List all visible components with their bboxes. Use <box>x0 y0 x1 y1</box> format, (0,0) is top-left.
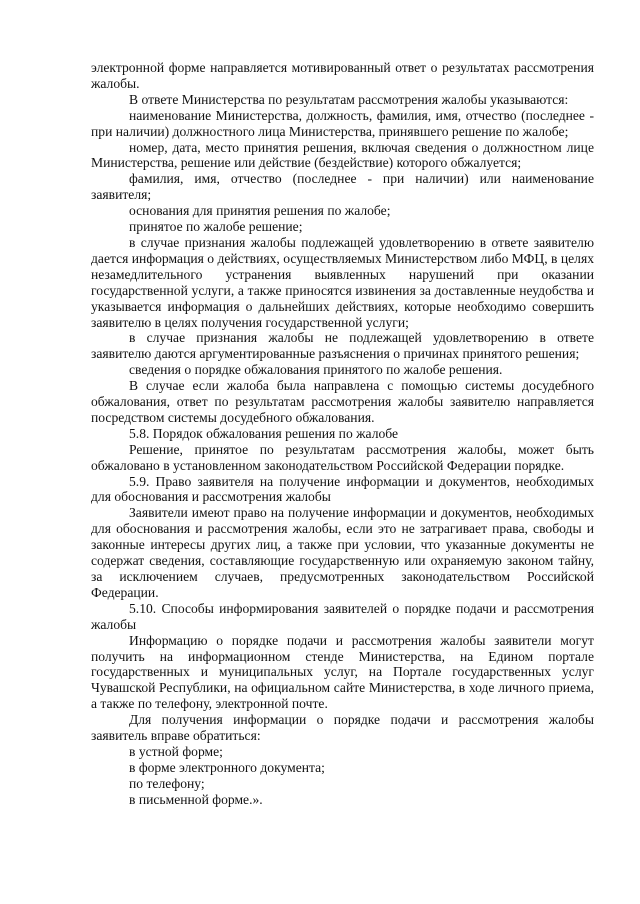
paragraph-21: по телефону; <box>129 775 205 791</box>
paragraph-1: электронной форме направляется мотивированный ответ о результатах рассмотрения жалобы. <box>91 60 594 91</box>
paragraph-5: фамилия, имя, отчество (последнее - при наличии) или наименование заявителя; <box>91 171 594 203</box>
paragraph-16: 5.10. Способы информирования заявителей о порядке подачи и рассмотрения жалобы <box>91 600 594 632</box>
paragraph-6: основания для принятия решения по жалобе; <box>129 203 391 219</box>
paragraph-4: номер, дата, место принятия решения, включая сведения о должностном лице Министерства, решение или действие (бездействие) которого обжалуется; <box>91 139 594 171</box>
paragraph-11: В случае если жалоба была направлена с помощью системы досудебного обжалования, ответ по результатам рассмотрения жалобы заявителю направляется посредством системы досудебного обжалования. <box>91 378 594 425</box>
paragraph-22: в письменной форме.». <box>129 791 263 807</box>
paragraph-19: в устной форме; <box>129 743 223 759</box>
paragraph-2: В ответе Министерства по результатам рассмотрения жалобы указываются: <box>129 91 569 107</box>
paragraph-20: в форме электронного документа; <box>129 759 325 775</box>
paragraph-3: наименование Министерства, должность, фамилия, имя, отчество (последнее - при наличии) должностного лица Министерства, принявшего решение по жалобе; <box>91 107 594 139</box>
document-body <box>91 60 594 808</box>
paragraph-8: в случае признания жалобы подлежащей удовлетворению в ответе заявителю дается информация о действиях, осуществляемых Министерством либо МФЦ, в целях незамедлительного устранения выявленных нарушений при оказании государственной услуги, а также приносятся извинения за доставленные неудобства и указывается информация о дальнейших действиях, которые необходимо совершить заявителю в целях получения государственной услуги; <box>91 234 594 330</box>
paragraph-17: Информацию о порядке подачи и рассмотрения жалобы заявители могут получить на информационном стенде Министерства, на Едином портале государственных и муниципальных услуг, на Портале государственных услуг Чувашской Республики, на официальном сайте Министерства, в ходе личного приема, а также по телефону, электронной почте. <box>91 632 594 712</box>
paragraph-18: Для получения информации о порядке подачи и рассмотрения жалобы заявитель вправе обратиться: <box>91 712 594 744</box>
paragraph-15: Заявители имеют право на получение информации и документов, необходимых для обоснования и рассмотрения жалобы, если это не затрагивает права, свободы и законные интересы других лиц, а также при условии, что указанные документы не содержат сведения, составляющие государственную или охраняемую законом тайну, за исключением случаев, предусмотренных законодательством Российской Федерации. <box>91 505 594 600</box>
paragraph-7: принятое по жалобе решение; <box>129 219 303 235</box>
paragraph-10: сведения о порядке обжалования принятого по жалобе решения. <box>129 362 503 378</box>
paragraph-13: Решение, принятое по результатам рассмотрения жалобы, может быть обжаловано в установленном законодательством Российской Федерации порядке. <box>91 441 594 473</box>
paragraph-12: 5.8. Порядок обжалования решения по жалобе <box>129 425 399 441</box>
paragraph-9: в случае признания жалобы не подлежащей удовлетворению в ответе заявителю даются аргументированные разъяснения о причинах принятого решения; <box>91 330 594 362</box>
paragraph-14: 5.9. Право заявителя на получение информации и документов, необходимых для обоснования и рассмотрения жалобы <box>91 473 594 505</box>
